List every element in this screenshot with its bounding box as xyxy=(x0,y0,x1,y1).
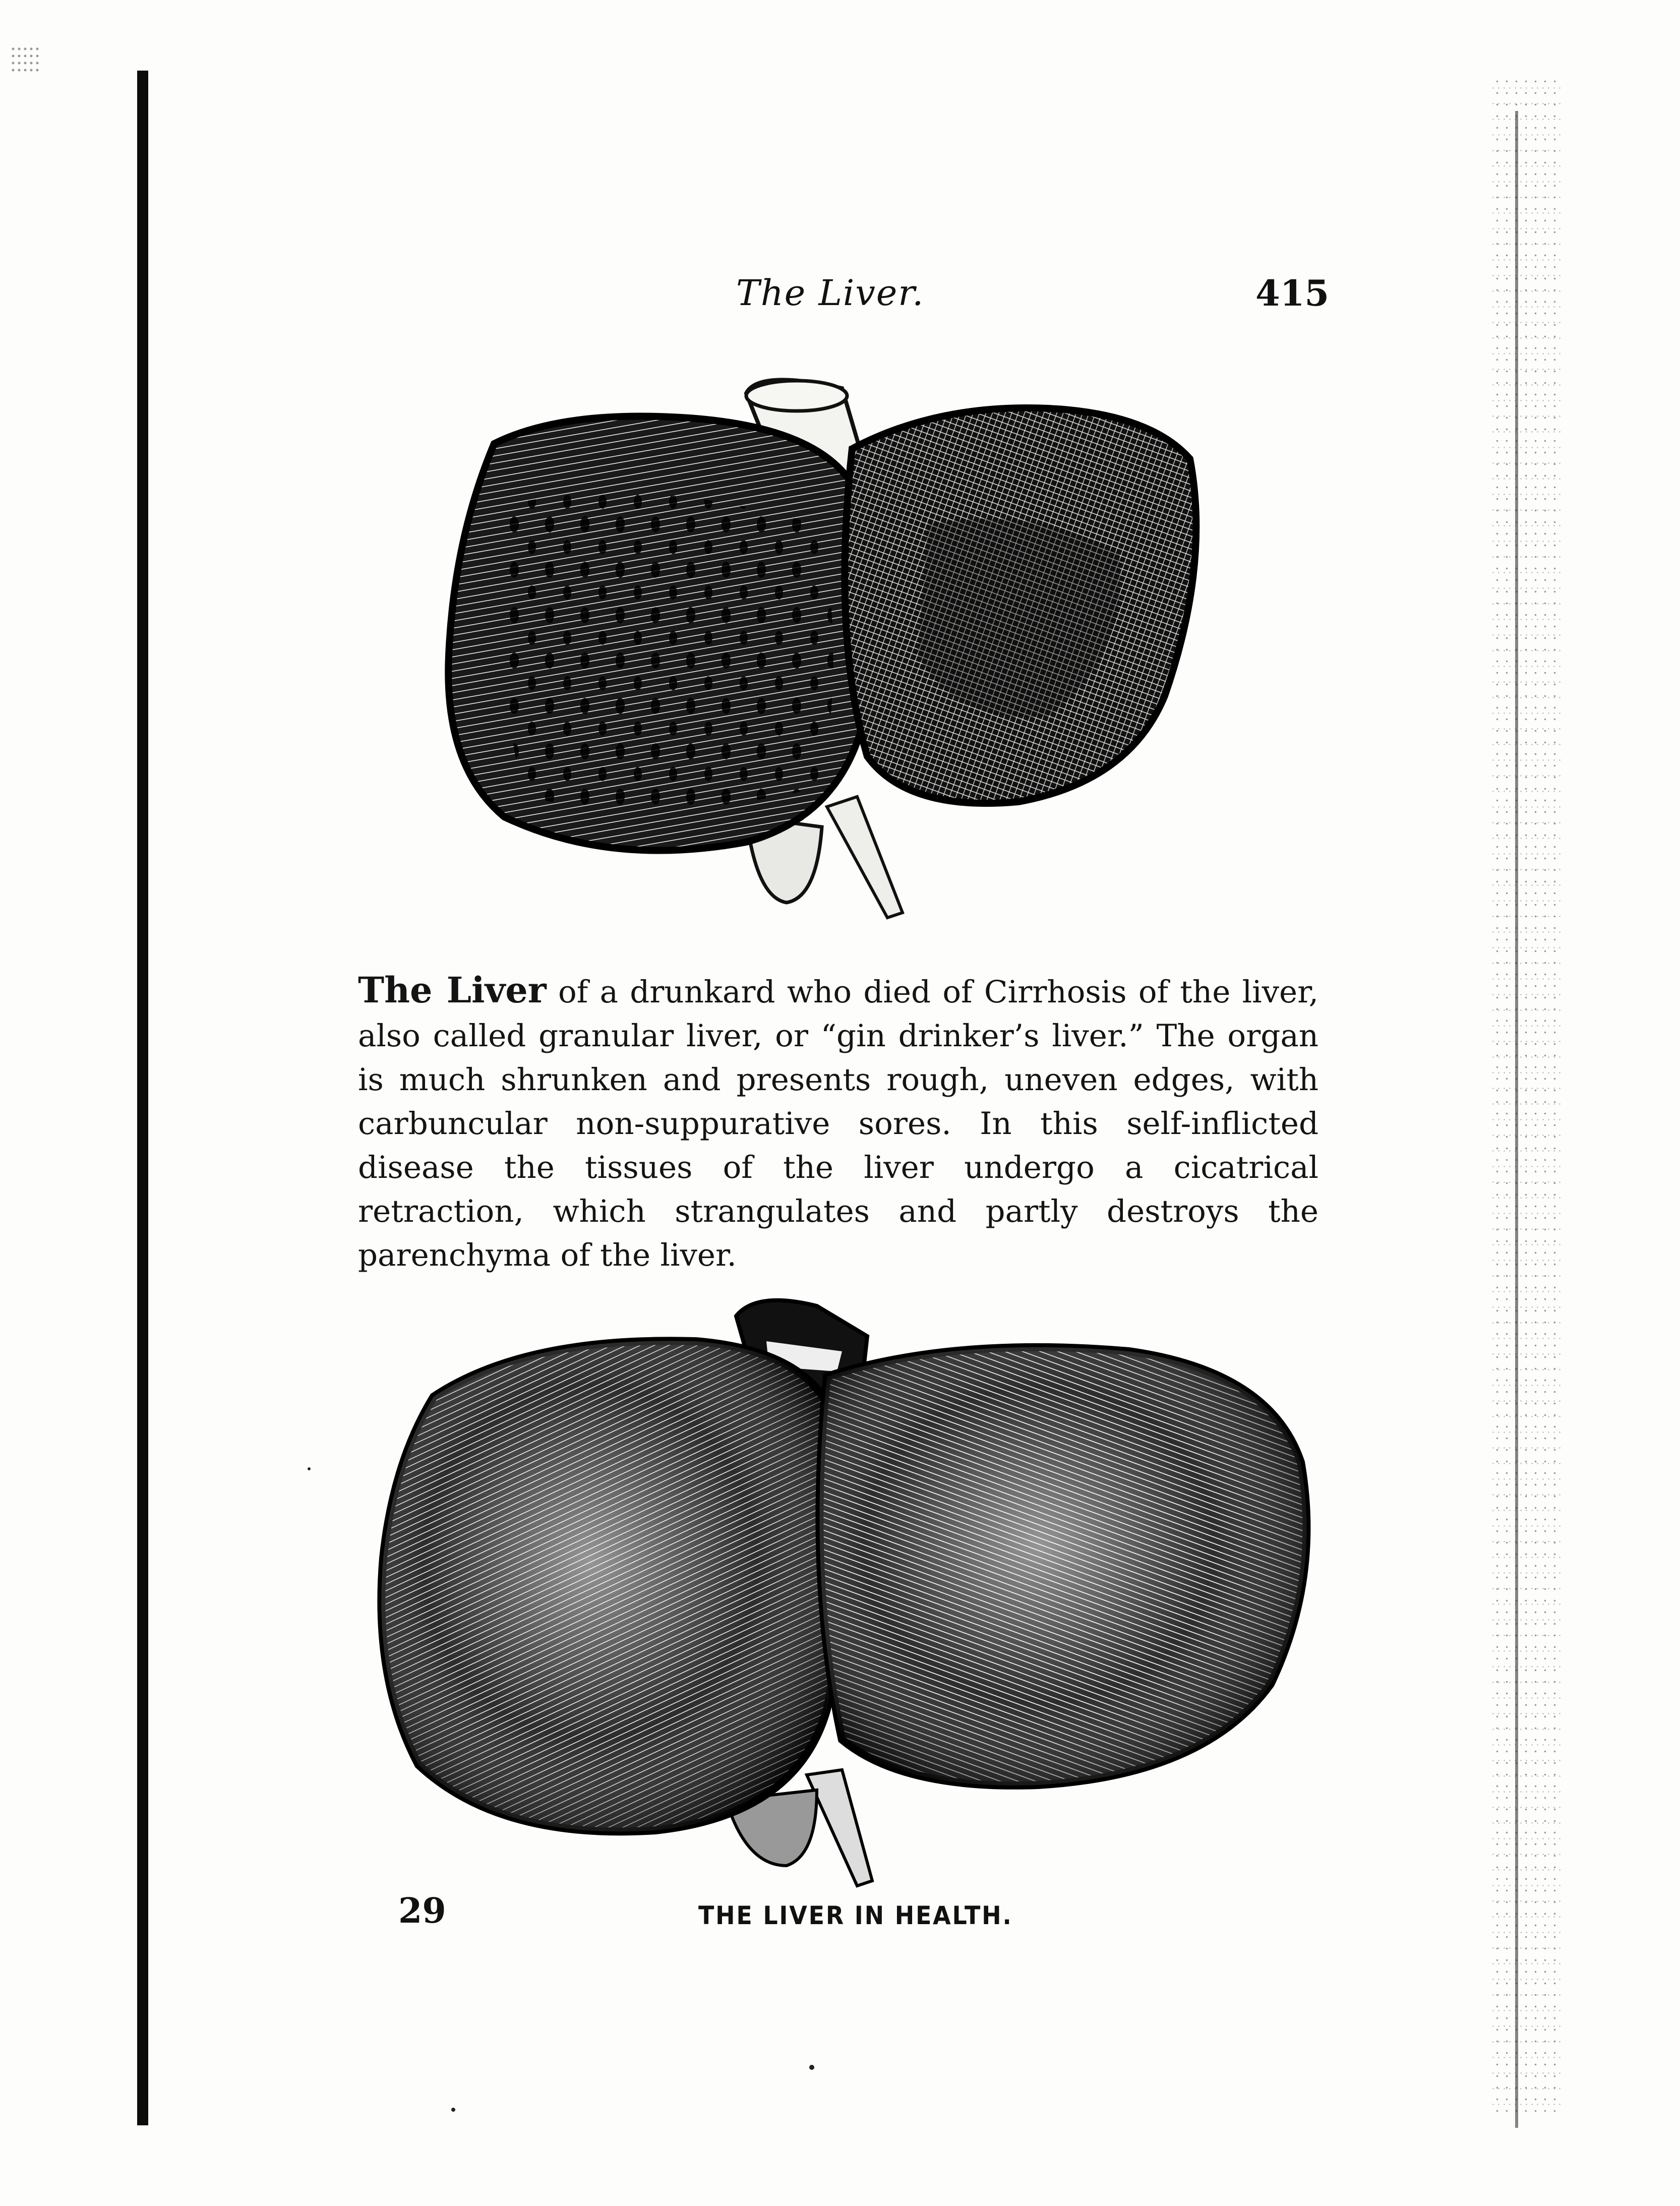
figure-caption xyxy=(358,968,1318,1277)
caption-lead: The Liver xyxy=(358,969,547,1011)
caption-body: of a drunkard who died of Cirrhosis of the liver, also called granular liver, or “gin drinker’s liver.” The organ is much shrunken and presents rough, uneven edges, with carbuncular non-suppurative sores. In this self-inflicted disease the tissues of the liver undergo a cicatrical retraction, which strangulates and partly destroys the parenchyma of the liver. xyxy=(358,974,1319,1273)
page-number: 415 xyxy=(1255,272,1330,314)
page-edge-rule xyxy=(1515,111,1518,2128)
scan-artifact xyxy=(10,45,40,76)
ink-speck xyxy=(809,2065,814,2070)
ink-speck xyxy=(451,2108,455,2112)
cirrhotic-liver-engraving-icon xyxy=(434,373,1220,953)
plate-title: THE LIVER IN HEALTH. xyxy=(698,1901,1013,1930)
running-title: The Liver. xyxy=(736,272,925,314)
healthy-liver-engraving-icon xyxy=(373,1296,1321,1911)
plate-number: 29 xyxy=(398,1891,446,1931)
ink-speck xyxy=(308,1467,311,1470)
scan-noise-edge xyxy=(1492,76,1563,2118)
binding-edge xyxy=(137,71,148,2125)
